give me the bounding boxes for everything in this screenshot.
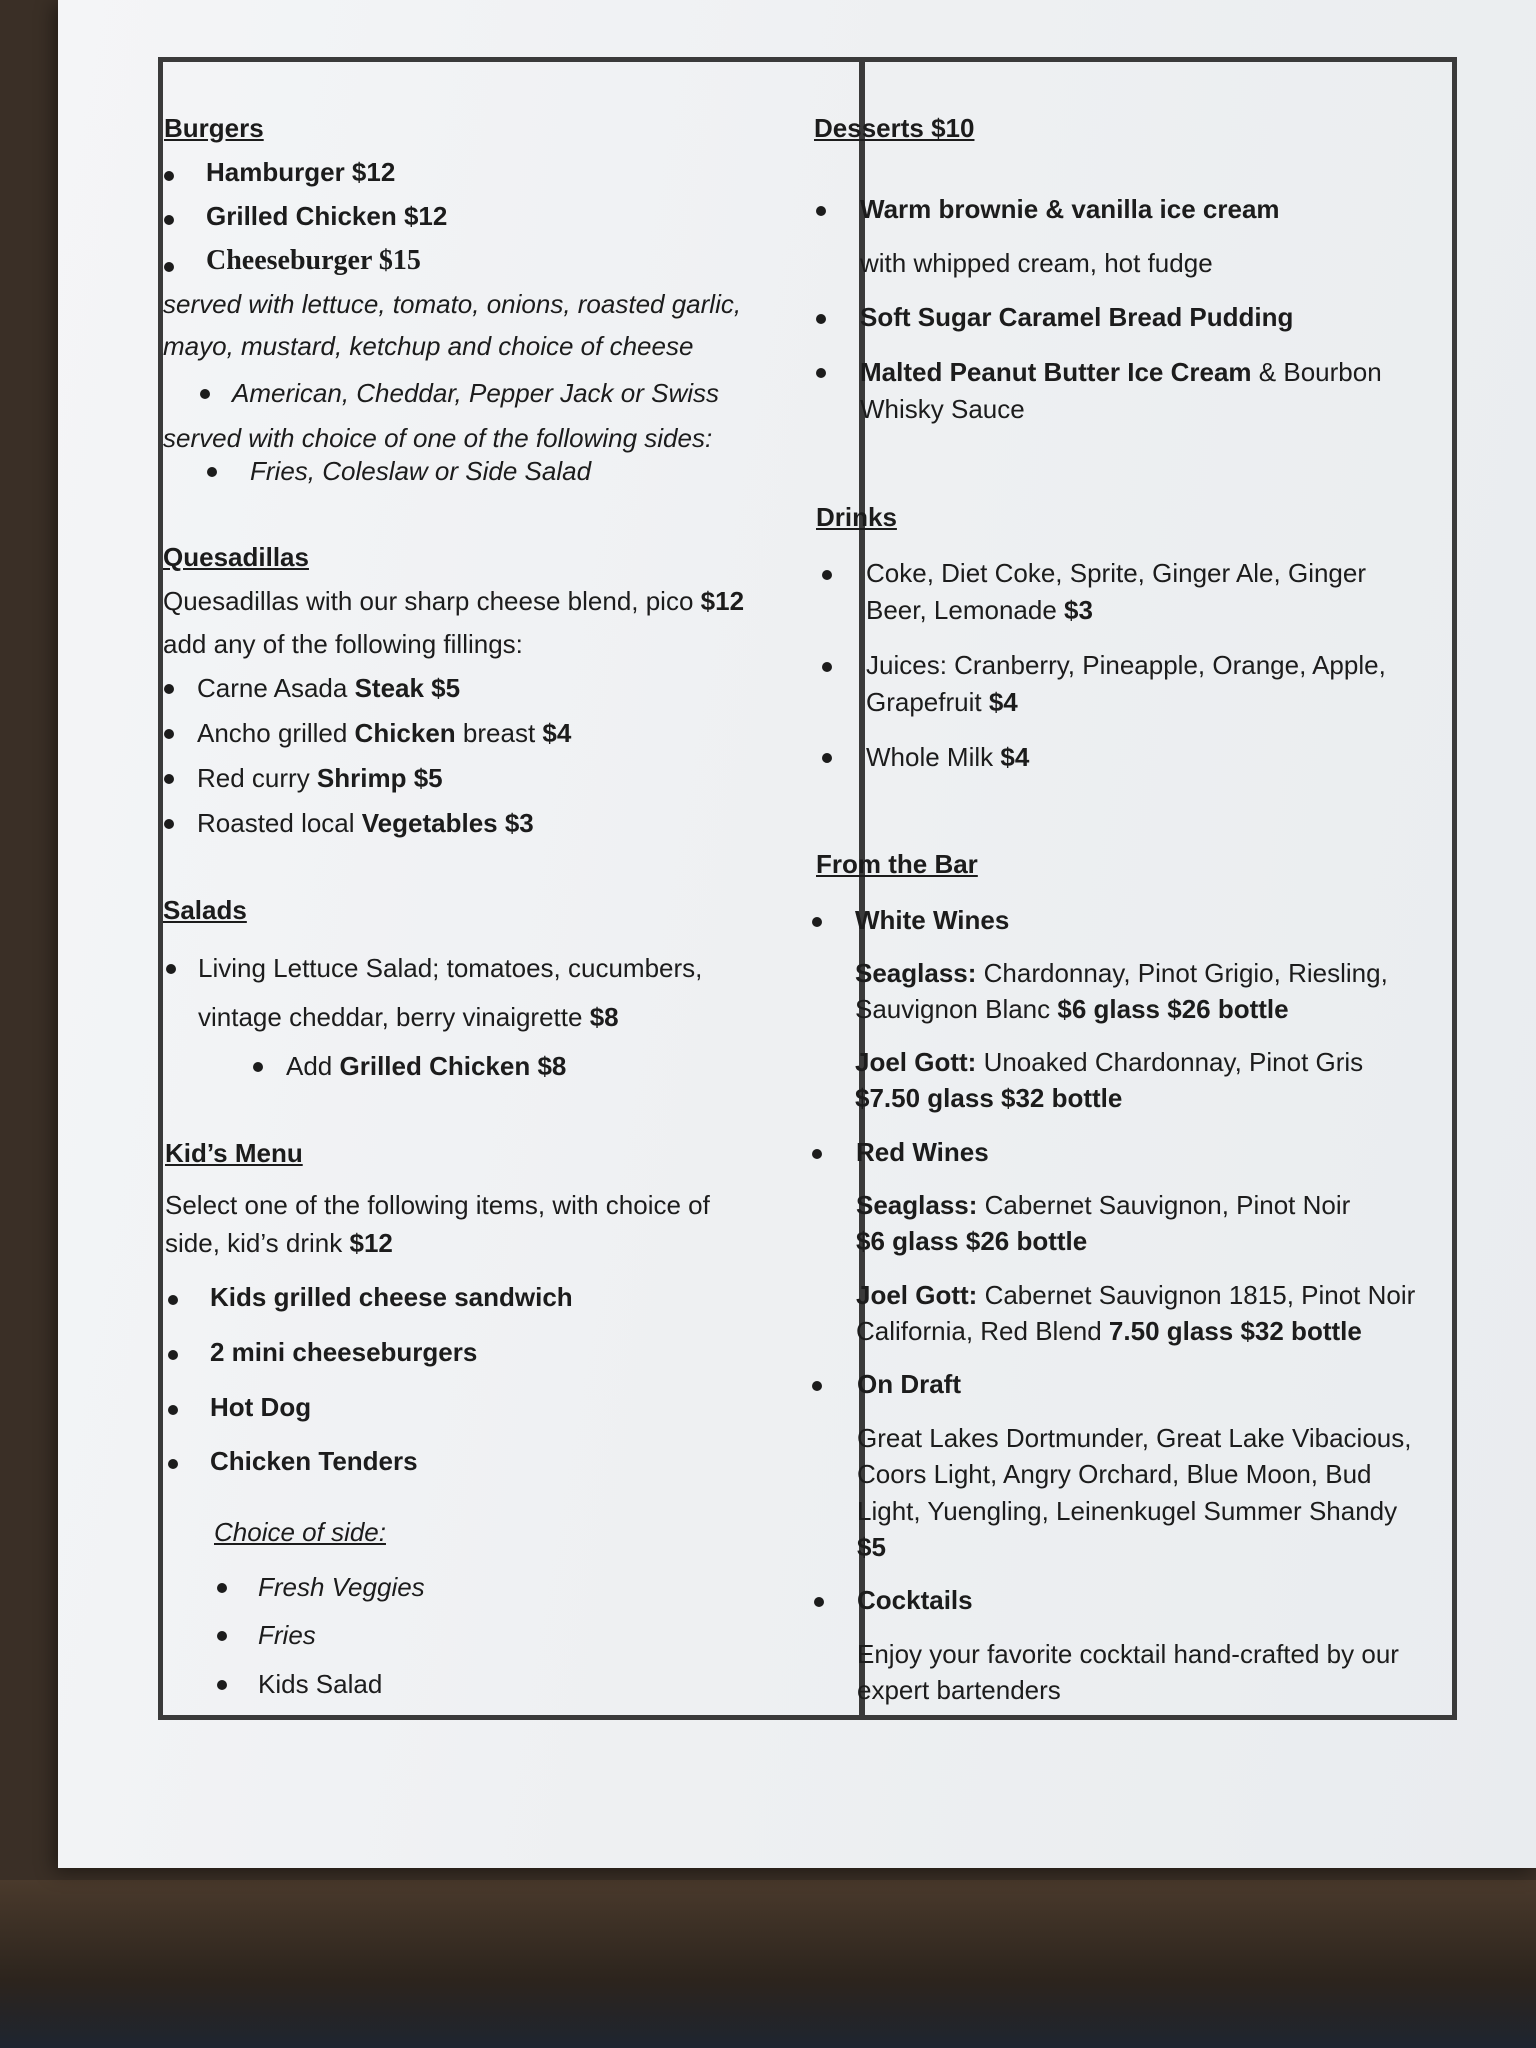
desserts-heading: Desserts $10 [814,113,975,143]
sides-intro: served with choice of one of the following sides: [163,423,713,453]
bullet [217,1583,227,1593]
bar-heading: From the Bar [816,849,978,879]
bullet [168,1459,178,1469]
filling-item: Ancho grilled Chicken breast $4 [197,718,572,748]
wine-item: Joel Gott: Cabernet Sauvignon 1815, Pinot Noir [856,1280,1416,1310]
bullet [168,1405,178,1415]
drink-item-detail: Beer, Lemonade $3 [866,595,1093,625]
draft-list: Great Lakes Dortmunder, Great Lake Vibacious, [857,1423,1412,1453]
salad-addon: Add Grilled Chicken $8 [286,1051,567,1081]
salad-item: Living Lettuce Salad; tomatoes, cucumbers, [198,953,703,983]
kids-intro: side, kid’s drink $12 [165,1228,393,1258]
wine-price: $7.50 glass $32 bottle [855,1083,1123,1113]
draft-price: $5 [857,1532,886,1562]
bullet [816,314,826,324]
dessert-item: Soft Sugar Caramel Bread Pudding [860,302,1294,332]
burger-item: Hamburger $12 [206,157,396,187]
kids-side-option: Fries [258,1620,316,1650]
dessert-item-detail: with whipped cream, hot fudge [860,248,1213,278]
cocktails-heading: Cocktails [857,1585,973,1615]
drinks-heading: Drinks [816,502,897,532]
side-options: Fries, Coleslaw or Side Salad [250,456,592,486]
burger-item: Grilled Chicken $12 [206,201,448,231]
bullet [822,662,832,672]
wine-item-detail: Sauvignon Blanc $6 glass $26 bottle [855,994,1289,1024]
filling-item: Red curry Shrimp $5 [197,763,443,793]
white-wines-heading: White Wines [855,905,1010,935]
bullet [164,729,174,739]
burger-item: Cheeseburger $15 [206,245,421,276]
bullet [822,753,832,763]
bullet [164,171,174,181]
salad-item-detail: vintage cheddar, berry vinaigrette $8 [198,1002,619,1032]
drink-item: Coke, Diet Coke, Sprite, Ginger Ale, Ginger [866,558,1367,588]
kids-item: 2 mini cheeseburgers [210,1337,478,1367]
bullet [816,206,826,216]
bullet [200,389,210,399]
kids-item: Chicken Tenders [210,1446,418,1476]
dessert-item: Malted Peanut Butter Ice Cream & Bourbon [860,357,1382,387]
drink-item-detail: Grapefruit $4 [866,687,1018,717]
bullet [164,215,174,225]
cocktails-description: Enjoy your favorite cocktail hand-crafted by our [857,1639,1399,1669]
bullet [812,1381,822,1391]
bullet [164,774,174,784]
bullet [253,1062,263,1072]
red-wines-heading: Red Wines [856,1137,989,1167]
drink-item: Whole Milk $4 [866,742,1030,772]
kids-side-option: Fresh Veggies [258,1572,425,1602]
wine-item: Seaglass: Cabernet Sauvignon, Pinot Noir [856,1190,1351,1220]
draft-list: Coors Light, Angry Orchard, Blue Moon, Bud [857,1459,1372,1489]
bullet [164,684,174,694]
kids-side-heading: Choice of side: [214,1517,386,1547]
wine-item: Seaglass: Chardonnay, Pinot Grigio, Riesling, [855,958,1388,988]
cocktails-description: expert bartenders [857,1675,1061,1705]
fillings-intro: add any of the following fillings: [163,629,523,659]
cheese-options: American, Cheddar, Pepper Jack or Swiss [232,378,719,408]
bullet [822,570,832,580]
wine-item-detail: California, Red Blend 7.50 glass $32 bottle [856,1316,1362,1346]
bullet [814,1597,824,1607]
kids-item: Kids grilled cheese sandwich [210,1282,573,1312]
kids-menu-heading: Kid’s Menu [165,1138,303,1168]
draft-list: Light, Yuengling, Leinenkugel Summer Shandy [857,1496,1398,1526]
quesadilla-description: Quesadillas with our sharp cheese blend, pico $12 [163,586,745,616]
on-draft-heading: On Draft [857,1369,961,1399]
bullet [217,1631,227,1641]
burger-description: served with lettuce, tomato, onions, roasted garlic, [163,289,742,319]
drink-item: Juices: Cranberry, Pineapple, Orange, Apple, [866,650,1386,680]
table-surface [0,1880,1536,2048]
kids-side-option: Kids Salad [258,1669,383,1699]
burger-description: mayo, mustard, ketchup and choice of cheese [163,331,694,361]
quesadillas-heading: Quesadillas [163,542,309,572]
dessert-item: Warm brownie & vanilla ice cream [860,194,1280,224]
bullet [816,368,826,378]
kids-intro: Select one of the following items, with choice of [165,1190,710,1220]
bullet [168,1295,178,1305]
bullet [168,1350,178,1360]
dessert-item-detail: Whisky Sauce [860,394,1025,424]
bullet [207,467,217,477]
burgers-heading: Burgers [164,113,264,143]
bullet [164,819,174,829]
wine-price: $6 glass $26 bottle [856,1226,1088,1256]
filling-item: Carne Asada Steak $5 [197,673,461,703]
salads-heading: Salads [163,895,247,925]
bullet [164,262,174,272]
wine-item: Joel Gott: Unoaked Chardonnay, Pinot Gris [855,1047,1364,1077]
kids-item: Hot Dog [210,1392,312,1422]
bullet [166,964,176,974]
bullet [812,917,822,927]
bullet [217,1680,227,1690]
filling-item: Roasted local Vegetables $3 [197,808,534,838]
bullet [812,1149,822,1159]
